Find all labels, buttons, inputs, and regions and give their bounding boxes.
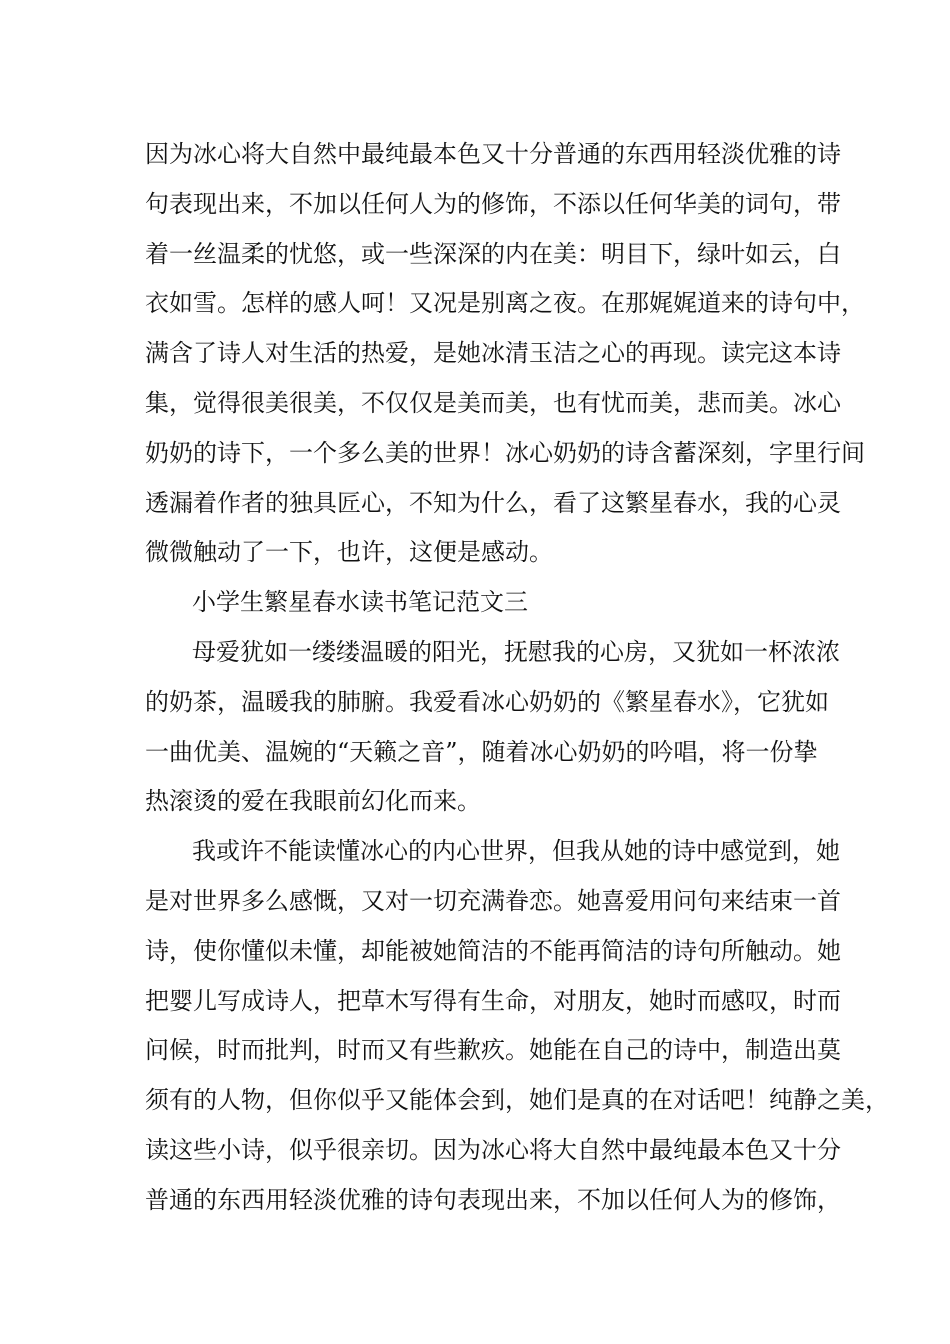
text-line: 着一丝温柔的忧悠，或一些深深的内在美：明目下，绿叶如云，白 [145, 239, 841, 268]
text-line: 衣如雪。怎样的感人呵！又况是别离之夜。在那娓娓道来的诗句中， [145, 289, 865, 318]
text-line: 一曲优美、温婉的“天籁之音”，随着冰心奶奶的吟唱，将一份挚 [145, 737, 818, 766]
text-line: 句表现出来，不加以任何人为的修饰，不添以任何华美的词句，带 [145, 189, 841, 218]
text-line: 集，觉得很美很美，不仅仅是美而美，也有忧而美，悲而美。冰心 [145, 388, 841, 417]
text-line: 诗，使你懂似未懂，却能被她简洁的不能再简洁的诗句所触动。她 [145, 936, 841, 965]
text-line: 母爱犹如一缕缕温暖的阳光，抚慰我的心房，又犹如一杯浓浓 [192, 637, 840, 666]
text-line: 透漏着作者的独具匠心，不知为什么，看了这繁星春水，我的心灵 [145, 488, 841, 517]
text-line: 的奶茶，温暖我的肺腑。我爱看冰心奶奶的《繁星春水》，它犹如 [145, 687, 829, 716]
document-page [145, 130, 889, 1226]
text-line: 微微触动了一下，也许，这便是感动。 [145, 538, 553, 567]
text-line: 普通的东西用轻淡优雅的诗句表现出来，不加以任何人为的修饰， [145, 1185, 841, 1214]
text-line: 是对世界多么感慨，又对一切充满眷恋。她喜爱用问句来结束一首 [145, 886, 841, 915]
section-heading: 小学生繁星春水读书笔记范文三 [192, 588, 528, 617]
text-line: 因为冰心将大自然中最纯最本色又十分普通的东西用轻淡优雅的诗 [145, 140, 841, 168]
text-line: 热滚烫的爱在我眼前幻化而来。 [145, 787, 481, 816]
text-line: 我或许不能读懂冰心的内心世界，但我从她的诗中感觉到，她 [192, 837, 840, 866]
text-line: 读这些小诗，似乎很亲切。因为冰心将大自然中最纯最本色又十分 [145, 1135, 841, 1164]
text-line: 须有的人物，但你似乎又能体会到，她们是真的在对话吧！纯静之美， [145, 1086, 889, 1115]
text-line: 奶奶的诗下，一个多么美的世界！冰心奶奶的诗含蓄深刻，字里行间 [145, 438, 865, 467]
text-line: 满含了诗人对生活的热爱，是她冰清玉洁之心的再现。读完这本诗 [145, 339, 841, 368]
text-line: 问候，时而批判，时而又有些歉疚。她能在自己的诗中，制造出莫 [145, 1036, 841, 1065]
text-line: 把婴儿写成诗人，把草木写得有生命，对朋友，她时而感叹，时而 [145, 986, 841, 1015]
